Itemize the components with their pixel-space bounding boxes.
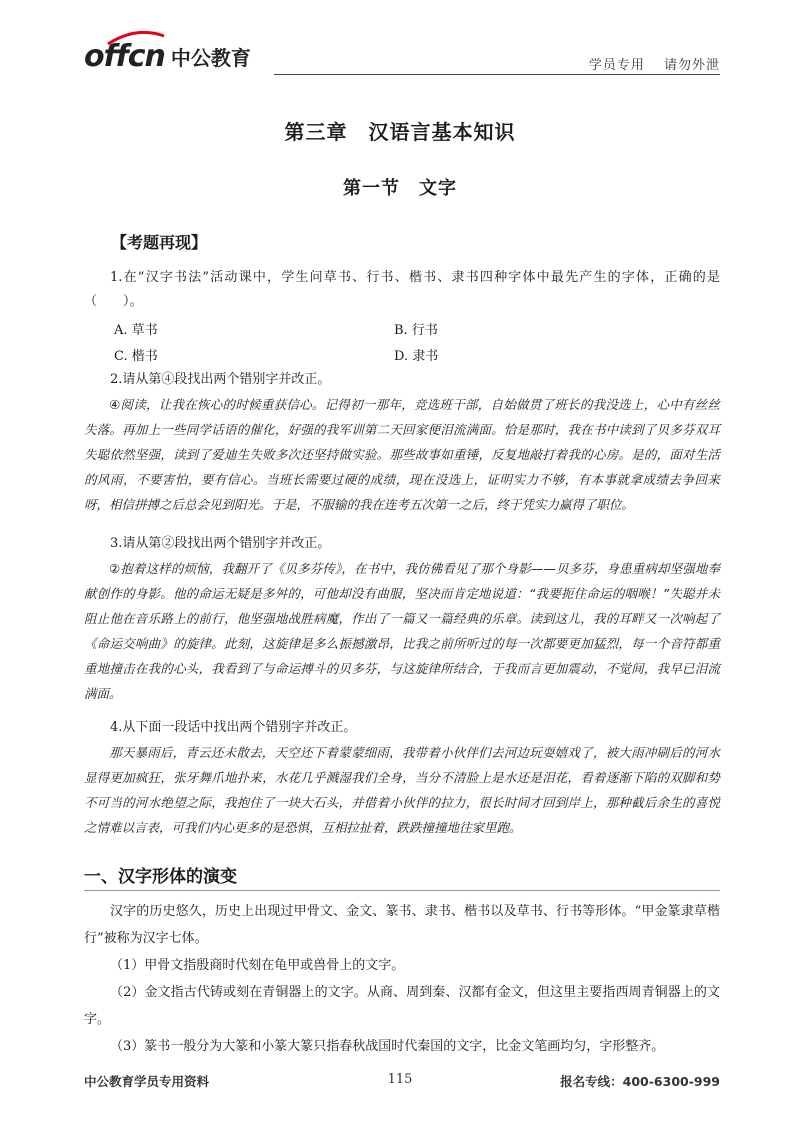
question-3-passage: ②抱着这样的烦恼，我翻开了《贝多芬传》，在书中，我仿佛看见了那个身影——贝多芬，身患重病却坚强地奉献创作的身影。他的命运无疑是多舛的，可他却没有曲服，坚决而肯定地说道：“我要扼住命运的咽喉！”失聪并未阻止他在音乐路上的前行，他坚强地战胜病魔，作出了一篇又一篇经典的乐章。读到这儿，我的耳畔又一次响起了《命运交响曲》的旋律。此刻，这旋律是多么振撼激昂，比我之前所听过的每一次都要更加猛烈，每一个音符都重重地撞击在我的心头，我看到了与命运搏斗的贝多芬，与这旋律所结合，于我而言更加震动，不觉间，我早已泪流满面。 xyxy=(84,561,720,701)
part-1-heading: 一、汉字形体的演变 xyxy=(84,867,237,887)
question-3 xyxy=(84,532,720,706)
question-1-stem: 1.在“汉字书法”活动课中，学生问草书、行书、楷书、隶书四种字体中最先产生的字体，正确的是（ ）。 xyxy=(84,270,720,309)
logo-chinese: 中公教育 xyxy=(170,45,251,70)
header-tag-confidential: 请勿外泄 xyxy=(663,58,720,73)
part-1-intro: 汉字的历史悠久，历史上出现过甲骨文、金文、篆书、隶书、楷书以及草书、行书等形体。“甲金篆隶草楷行”被称为汉字七体。 xyxy=(84,904,720,946)
question-4-passage: 那天暴雨后，青云还未散去，天空还下着蒙蒙细雨，我带着小伙伴们去河边玩耍嬉戏了，被大雨冲刷后的河水显得更加疯狂，张牙舞爪地扑来，水花几乎溅湿我们全身，当分不清脸上是水还是泪花，看着逐渐下陷的双脚和势不可当的河水绝望之际，我抱住了一块大石头，并借着小伙伴的拉力，很长时间才回到岸上，那种截后余生的喜悦之情难以言表，可我们内心更多的是恐惧，互相拉扯着，跌跌撞撞地往家里跑。 xyxy=(84,745,720,835)
option-d: D. 隶书 xyxy=(394,349,439,364)
heading-divider xyxy=(84,890,720,891)
logo-wordmark: offcn xyxy=(84,38,165,74)
option-a: A. 草书 xyxy=(114,323,158,338)
question-2 xyxy=(84,368,720,517)
page-header xyxy=(84,32,720,82)
question-1 xyxy=(84,266,720,314)
option-b: B. 行书 xyxy=(394,323,438,338)
question-2-passage: ④阅读，让我在恢心的时候重获信心。记得初一那年，竞选班干部，自始做贯了班长的我没选上，心中有丝丝失落。再加上一些同学话语的催化，好强的我军训第二天回家便泪流满面。恰是那时，我在书中读到了贝多芬双耳失聪依然坚强，读到了爱迪生失败多次还坚持做实验。那些故事如重锤，反复地敲打着我的心房。是的，面对生活的风雨，不要害怕，要有信心。当班长需要过硬的成绩，现在没选上，证明实力不够，有本事就拿成绩去争回来呀，相信拼搏之后总会见到阳光。于是，不服输的我在连考五次第一之后，终于凭实力赢得了职位。 xyxy=(84,397,720,512)
option-c: C. 楷书 xyxy=(114,349,158,364)
question-3-stem: 3.请从第②段找出两个错别字并改正。 xyxy=(110,536,331,551)
header-tag-students: 学员专用 xyxy=(588,58,645,73)
exam-heading: 【考题再现】 xyxy=(111,233,208,252)
footer-hotline: 报名专线：400-6300-999 xyxy=(560,1074,720,1089)
question-4-stem: 4.从下面一段话中找出两个错别字并改正。 xyxy=(110,720,357,735)
question-1-options xyxy=(114,318,674,370)
part-1-item: （2）金文指古代铸或刻在青铜器上的文字。从商、周到秦、汉都有金文，但这里主要指西周青铜器上的文字。 xyxy=(84,985,720,1027)
logo xyxy=(84,36,251,76)
part-1-item: （1）甲骨文指殷商时代刻在龟甲或兽骨上的文字。 xyxy=(110,958,405,973)
header-tags xyxy=(575,54,720,73)
chapter-title: 第三章 汉语言基本知识 xyxy=(284,120,516,144)
part-1-item: （3）篆书一般分为大篆和小篆大篆只指春秋战国时代秦国的文字，比金文笔画均匀，字形整齐。 xyxy=(110,1039,665,1054)
question-2-stem: 2.请从第④段找出两个错别字并改正。 xyxy=(110,372,331,387)
part-1-body xyxy=(84,898,720,1060)
header-rule xyxy=(274,74,720,75)
logo-swoosh-icon xyxy=(106,30,166,46)
page-number: 115 xyxy=(387,1072,413,1087)
question-4 xyxy=(84,716,720,840)
footer-left: 中公教育学员专用资料 xyxy=(84,1074,210,1089)
section-title: 第一节 文字 xyxy=(343,178,457,199)
